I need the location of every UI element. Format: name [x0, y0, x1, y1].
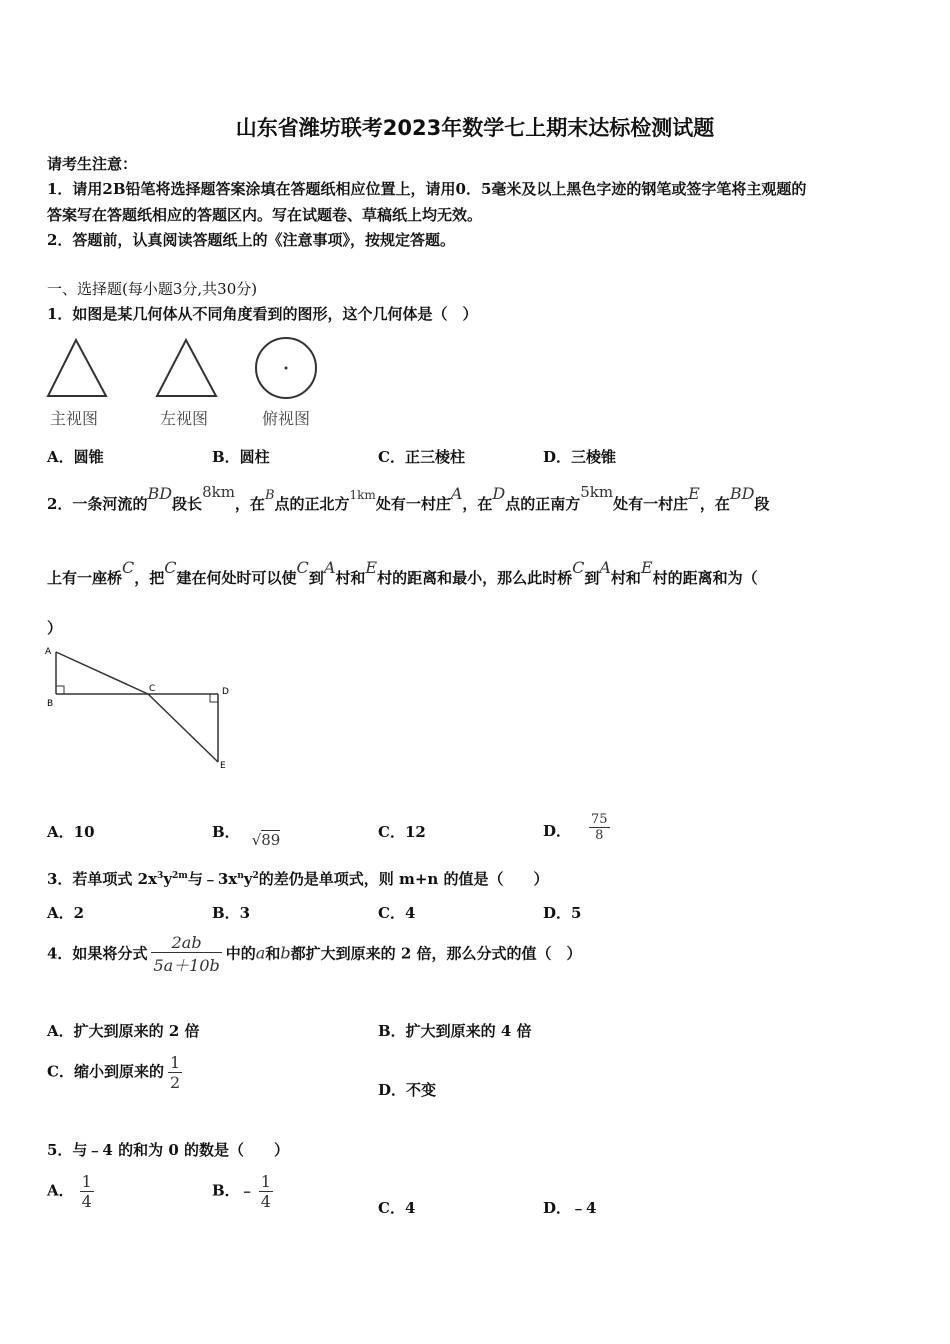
question-1-stem: 1．如图是某几何体从不同角度看到的图形，这个几何体是（ ） — [47, 305, 478, 323]
label-e: E — [220, 761, 226, 771]
label-c: C — [149, 684, 156, 694]
question-2-line-2: 上有一座桥C，把C建在何处时可以使C到A村和E村的距离和最小，那么此时桥C到A村和E村的距离和为（ — [47, 558, 758, 587]
question-4-option-b: B．扩大到原来的 4 倍 — [378, 1022, 532, 1040]
front-view-label: 主视图 — [50, 409, 99, 428]
question-2-option-c: C．12 — [378, 823, 426, 841]
question-2-line-3: ） — [47, 619, 63, 637]
section-heading: 一、选择题(每小题3分,共30分) — [47, 280, 258, 298]
question-5-option-b: B．﹣ $\frac{1}{4}$ — [212, 1172, 271, 1211]
notice-item-1-line-2: 答案写在答题纸相应的答题区内。写在试题卷、草稿纸上均无效。 — [47, 206, 483, 224]
question-5-option-a: A． $\frac{1}{4}$ — [47, 1172, 92, 1211]
notice-item-1-line-1: 1．请用2B铅笔将选择题答案涂填在答题纸相应位置上，请用0．5毫米及以上黑色字迹的钢笔或签字笔将主观题的 — [47, 180, 807, 198]
question-3-option-a: A．2 — [47, 904, 85, 922]
question-2-option-b: B． √89 — [212, 823, 281, 849]
question-5-stem: 5．与﹣4 的和为 0 的数是（ ） — [47, 1141, 289, 1159]
question-2-figure — [42, 644, 242, 774]
side-view-label: 左视图 — [160, 409, 209, 428]
question-1-option-d: D．三棱锥 — [543, 448, 617, 466]
top-view-label: 俯视图 — [262, 409, 311, 428]
notice-item-2: 2．答题前，认真阅读答题纸上的《注意事项》，按规定答题。 — [47, 231, 455, 249]
label-a: A — [45, 647, 52, 657]
question-5-option-c: C．4 — [378, 1199, 416, 1217]
question-1-option-a: A．圆锥 — [47, 448, 104, 466]
question-1-option-b: B．圆柱 — [212, 448, 270, 466]
question-3-option-b: B．3 — [212, 904, 251, 922]
question-3-stem: 3．若单项式 $2x^3y^{2m}$与$﹣3x^ny^2$的差仍是单项式，则 m+n 的值是（ ） — [47, 870, 549, 888]
right-angle-b — [56, 686, 64, 694]
question-1-option-c: C．正三棱柱 — [378, 448, 465, 466]
page-title: 山东省潍坊联考2023年数学七上期末达标检测试题 — [235, 116, 715, 140]
notice-heading: 请考生注意： — [47, 155, 138, 173]
question-2-line-1: 2．一条河流的BD段长8km，在B点的正北方$^{1km}$处有一村庄A，在D点的正南方5km处有一村庄E，在BD段 — [47, 483, 770, 513]
segment-ce — [148, 694, 218, 762]
right-angle-d — [210, 694, 218, 702]
side-view-triangle — [157, 340, 216, 396]
question-4-option-d: D．不变 — [378, 1081, 437, 1099]
top-view-center-dot — [285, 367, 288, 370]
question-3-option-c: C．4 — [378, 904, 416, 922]
question-2-option-a: A．10 — [47, 823, 95, 841]
question-4-stem: 4．如果将分式 $\frac{2ab}{5a+10b}$ 中的a和b都扩大到原来的 2 倍，那么分式的值（ ） — [47, 933, 582, 975]
question-4-option-a: A．扩大到原来的 2 倍 — [47, 1022, 200, 1040]
label-b: B — [47, 699, 54, 709]
question-4-option-c: C．缩小到原来的 $\frac{1}{2}$ — [47, 1053, 181, 1092]
question-2-option-d: D． $\frac{75}{8}$ — [543, 812, 608, 843]
question-5-option-d: D．﹣4 — [543, 1199, 597, 1217]
segment-ac — [56, 652, 148, 694]
front-view-triangle — [48, 340, 106, 396]
label-d: D — [222, 687, 229, 697]
question-3-option-d: D．5 — [543, 904, 582, 922]
